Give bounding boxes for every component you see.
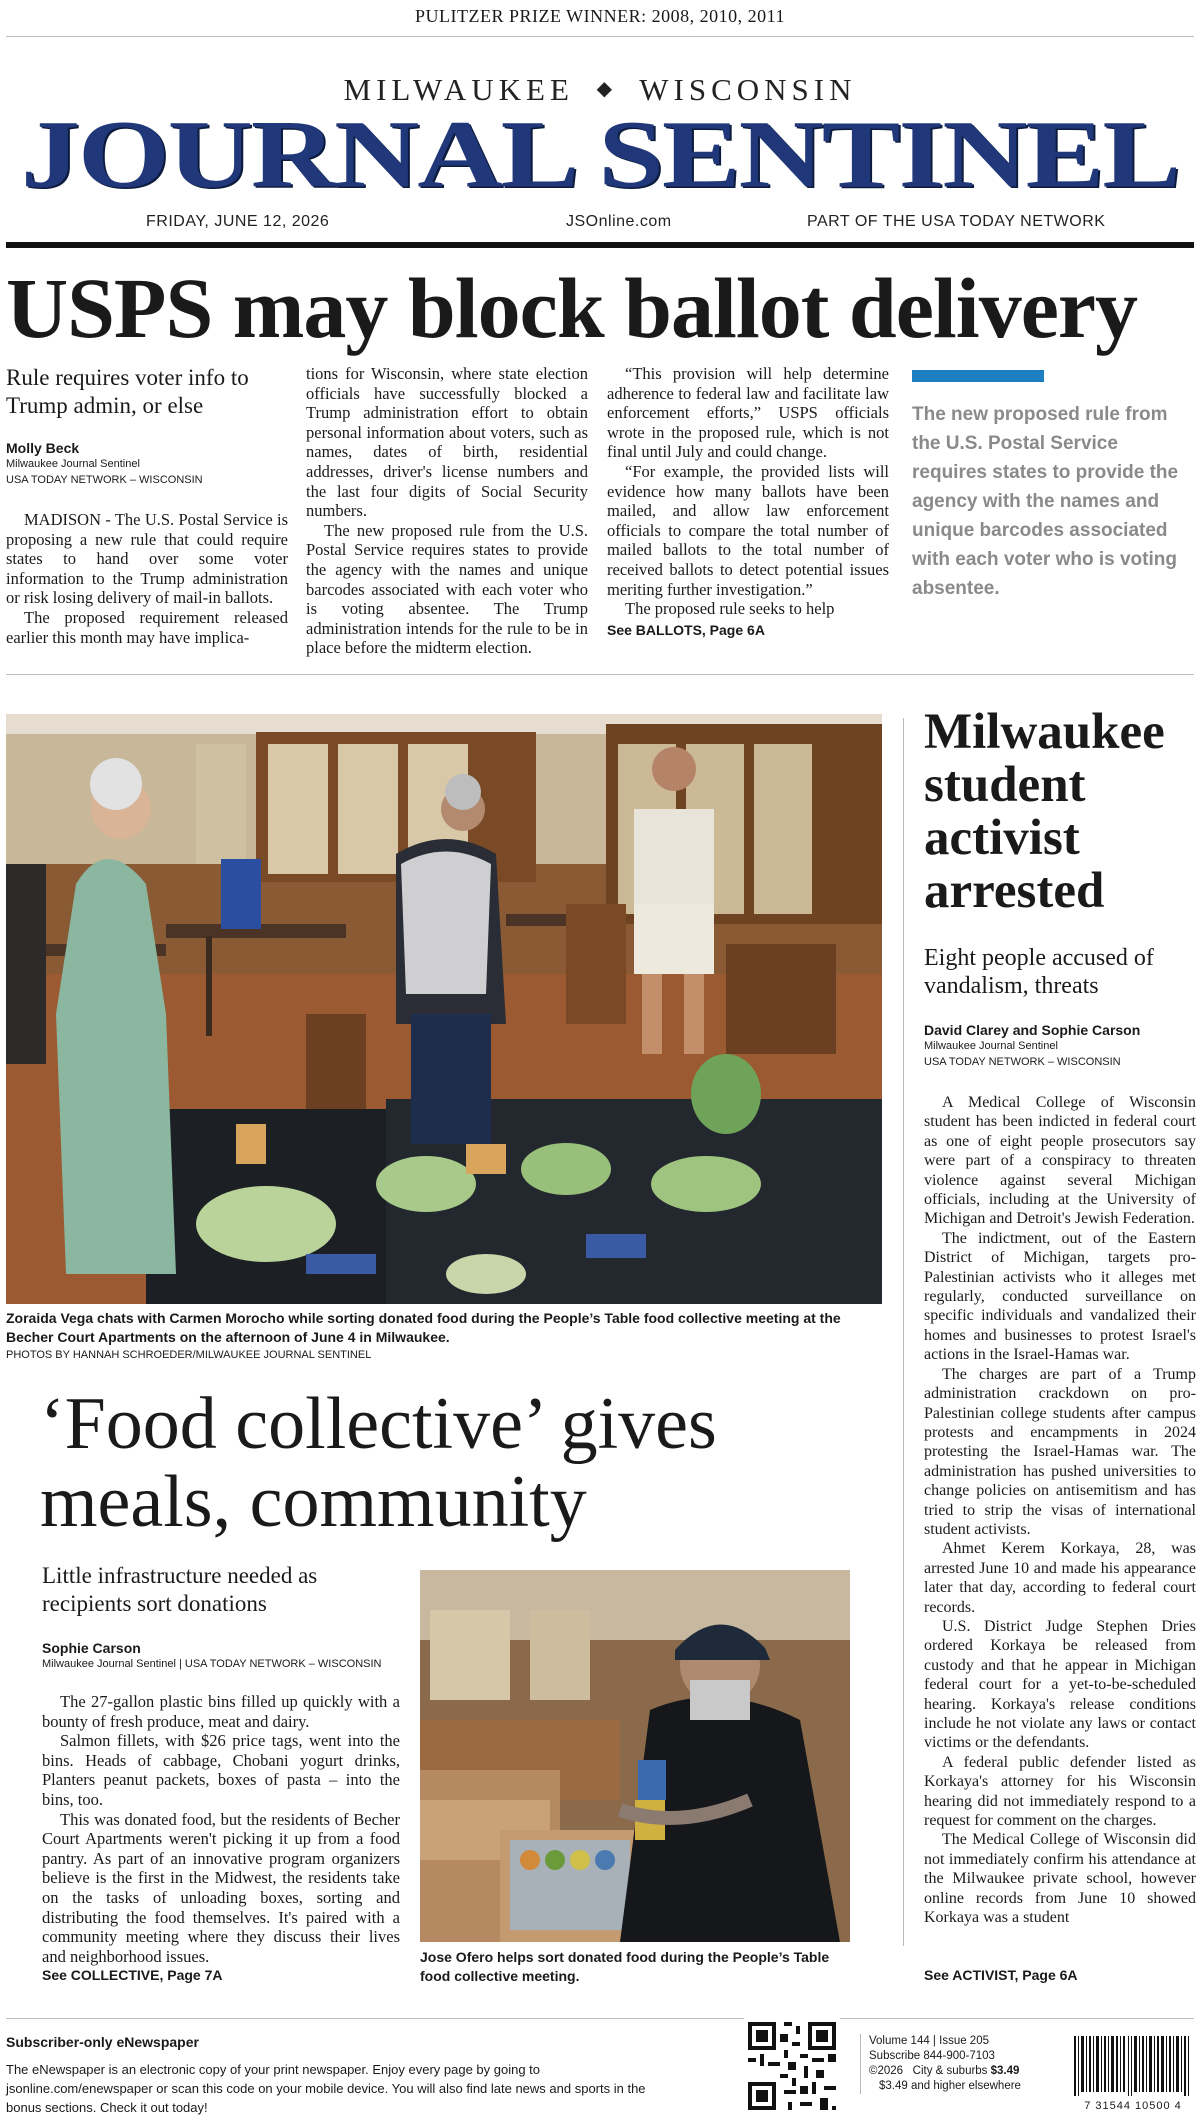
- barcode-icon: [1070, 2036, 1196, 2096]
- issue-info: [860, 2034, 1089, 2094]
- column-rule: [903, 718, 904, 1946]
- lead-outlet: Milwaukee Journal Sentinel: [6, 458, 140, 470]
- lead-paragraph: MADISON - The U.S. Postal Service is proposing a new rule that could require states to hand over some voter information to the Trump administration or risk losing delivery of mail-in ballots.: [6, 510, 288, 608]
- lead-pullquote: The new proposed rule from the U.S. Postal Service requires states to provide the agency with the names and unique barcodes associated with each voter who is voting absentee.: [912, 404, 1179, 599]
- sidebar-paragraph: Ahmet Kerem Korkaya, 28, was arrested June 10 and made his appearance later that day, according to federal court records.: [924, 1540, 1196, 1616]
- barcode-graphic: [1070, 2036, 1196, 2096]
- sidebar-deck: Eight people accused of vandalism, threats: [924, 945, 1154, 999]
- lead-column-2: [306, 364, 588, 658]
- sidebar-network: USA TODAY NETWORK – WISCONSIN: [924, 1056, 1121, 1068]
- barcode-number: [1070, 2100, 1196, 2112]
- lead-column-3: [607, 364, 889, 619]
- pullquote-accent-bar: [912, 370, 1044, 382]
- masthead-title[interactable]: JOURNAL SENTINEL: [20, 100, 1180, 208]
- sidebar-byline: [924, 1022, 1196, 1070]
- sidebar-outlet: Milwaukee Journal Sentinel: [924, 1040, 1058, 1052]
- sidebar-headline[interactable]: Milwaukee student activist arrested: [924, 704, 1165, 919]
- food-paragraph: The 27-gallon plastic bins filled up quickly with a bounty of fresh produce, meat and dairy.: [42, 1692, 400, 1731]
- copyright: ©2026: [869, 2065, 904, 2077]
- price-line: [869, 2064, 1089, 2079]
- enewspaper-text: The eNewspaper is an electronic copy of your print newspaper. Enjoy every page by going to jsonline.com/enewspaper or scan this code on your mobile device. You will also find late news and sports in the bonus sections. Check it out today!: [6, 2062, 646, 2115]
- food-outlet: Milwaukee Journal Sentinel | USA TODAY NETWORK – WISCONSIN: [42, 1658, 382, 1670]
- food-byline: [42, 1640, 412, 1672]
- price-elsewhere: $3.49 and higher elsewhere: [879, 2080, 1021, 2092]
- price-city-label: City & suburbs: [912, 2065, 988, 2077]
- masthead-rule: [6, 242, 1194, 248]
- volume-issue: Volume 144 | Issue 205: [869, 2035, 989, 2047]
- qr-code-icon[interactable]: [744, 2018, 840, 2114]
- sidebar-paragraph: A federal public defender listed as Korkaya's attorney for his Wisconsin hearing did not immediately respond to a request for comment on the charges.: [924, 1753, 1196, 1830]
- enewspaper-title: Subscriber-only eNewspaper: [6, 2034, 199, 2050]
- food-author: Sophie Carson: [42, 1640, 141, 1656]
- lead-paragraph: The proposed rule seeks to help: [625, 599, 835, 619]
- lead-paragraph: “This provision will help determine adherence to federal law and facilitate law enforcement efforts,” USPS officials wrote in the proposed rule, which is not final until July and could change.: [607, 364, 889, 462]
- lead-column-1: [6, 510, 288, 647]
- jose-ofero-photo[interactable]: [420, 1570, 850, 1942]
- sidebar-paragraph: The indictment, out of the Eastern District of Michigan, targets pro-Palestinian activists who it alleges met regularly, conducted surveillance on specific individuals and vandalized their homes and businesses to protest Israel's actions in the Israel-Hamas war.: [924, 1229, 1196, 1364]
- food-paragraph: This was donated food, but the residents of Becher Court Apartments weren't picking it up from a food pantry. As part of an innovative program organizers believe is the first in the Midwest, the residents take on the tasks of unloading boxes, sorting and distributing the food themselves. It's paired with a community meeting where they discuss their lives and neighborhood issues.: [42, 1809, 400, 1966]
- photo-caption: Zoraida Vega chats with Carmen Morocho while sorting donated food during the People’s Table food collective meeting at the Becher Court Apartments on the afternoon of June 4 in Milwaukee.: [6, 1310, 841, 1345]
- photo-illustration: [6, 714, 882, 1304]
- lead-paragraph: The new proposed rule from the U.S. Postal Service requires states to provide the agency with the names and unique barcodes associated with each voter who is voting absentee. The Trump administration intends for the rule to be in place before the midterm election.: [306, 520, 588, 658]
- masthead-state: WISCONSIN: [639, 72, 857, 107]
- lead-author: Molly Beck: [6, 440, 80, 456]
- masthead-city: MILWAUKEE: [343, 72, 574, 107]
- qr-code-graphic: [744, 2018, 840, 2114]
- diamond-icon: ◆: [596, 78, 618, 100]
- masthead-date: FRIDAY, JUNE 12, 2026: [146, 213, 330, 230]
- sidebar-paragraph: The Medical College of Wisconsin did not immediately confirm his attendance at the Milwaukee private school, however online records from June 10 showed Korkaya was a student: [924, 1831, 1196, 1927]
- lead-deck: Rule requires voter info to Trump admin, or else: [6, 365, 249, 418]
- sidebar-jump-link[interactable]: See ACTIVIST, Page 6A: [924, 1967, 1078, 1983]
- food-paragraph: Salmon fillets, with $26 price tags, went into the bins. Heads of cabbage, Chobani yogurt drinks, Planters peanut packets, boxes of pasta – into the bins, too.: [42, 1731, 400, 1809]
- masthead-site-link[interactable]: JSOnline.com: [566, 213, 672, 230]
- pulitzer-banner: PULITZER PRIZE WINNER: 2008, 2010, 2011: [415, 6, 785, 26]
- photo-caption: Jose Ofero helps sort donated food during the People’s Table food collective meeting.: [420, 1949, 830, 1984]
- lead-byline: [6, 440, 296, 488]
- barcode-left: 7: [1084, 2100, 1092, 2112]
- sidebar-paragraph: The charges are part of a Trump administration crackdown on pro-Palestinian college students after campus protests and encampments in 2024 protesting the Israel-Hamas war. The administration has pushed universities to change policies on antisemitism and has tried to strip the visas of international student activists.: [924, 1365, 1196, 1538]
- food-body: [42, 1692, 400, 1966]
- sidebar-paragraph: A Medical College of Wisconsin student has been indicted in federal court as one of eight people prosecutors say were part of a conspiracy to threaten violence against several Michigan officials, including at the University of Michigan and Detroit's Jewish Federation.: [924, 1094, 1196, 1228]
- price-city: $3.49: [990, 2065, 1020, 2077]
- food-jump-link[interactable]: See COLLECTIVE, Page 7A: [42, 1967, 223, 1983]
- lead-network: USA TODAY NETWORK – WISCONSIN: [6, 474, 203, 486]
- sidebar-body: [924, 1093, 1196, 1927]
- photo-credit: PHOTOS BY HANNAH SCHROEDER/MILWAUKEE JOURNAL SENTINEL: [6, 1349, 372, 1361]
- lead-paragraph: The proposed requirement released earlier this month may have implica-: [6, 607, 288, 647]
- food-headline[interactable]: ‘Food collective’ gives meals, community: [40, 1383, 717, 1543]
- food-deck: Little infrastructure needed as recipients sort donations: [42, 1563, 318, 1616]
- footer-rule: [6, 2018, 1194, 2019]
- top-rule: [6, 36, 1194, 37]
- lead-paragraph: “For example, the provided lists will evidence how many ballots have been mailed, and allow law enforcement officials to compare the total number of mailed ballots to the total number of received ballots to detect potential issues meriting further investigation.”: [607, 461, 889, 599]
- subscribe-phone: Subscribe 844-900-7103: [869, 2050, 995, 2062]
- food-collective-photo[interactable]: [6, 714, 882, 1304]
- masthead-network: PART OF THE USA TODAY NETWORK: [807, 213, 1106, 230]
- sidebar-author: David Clarey and Sophie Carson: [924, 1022, 1141, 1038]
- lead-paragraph: tions for Wisconsin, where state election officials have successfully blocked a Trump administration effort to obtain personal information about voters, such as names, dates of birth, residential addresses, driver's license numbers and the last four digits of Social Security numbers.: [306, 364, 588, 521]
- lead-headline[interactable]: USPS may block ballot delivery: [6, 260, 1138, 356]
- barcode-mid: 31544 10500: [1095, 2100, 1171, 2112]
- photo-illustration: [420, 1570, 850, 1942]
- section-rule: [6, 674, 1194, 675]
- sidebar-paragraph: U.S. District Judge Stephen Dries ordered Korkaya be released from custody and that he appear in Michigan federal court for a yet-to-be-scheduled hearing. Korkaya's release conditions include he not violate any laws or contact victims or the defendants.: [924, 1617, 1196, 1752]
- lead-jump-link[interactable]: See BALLOTS, Page 6A: [607, 622, 765, 638]
- barcode-right: 4: [1174, 2100, 1182, 2112]
